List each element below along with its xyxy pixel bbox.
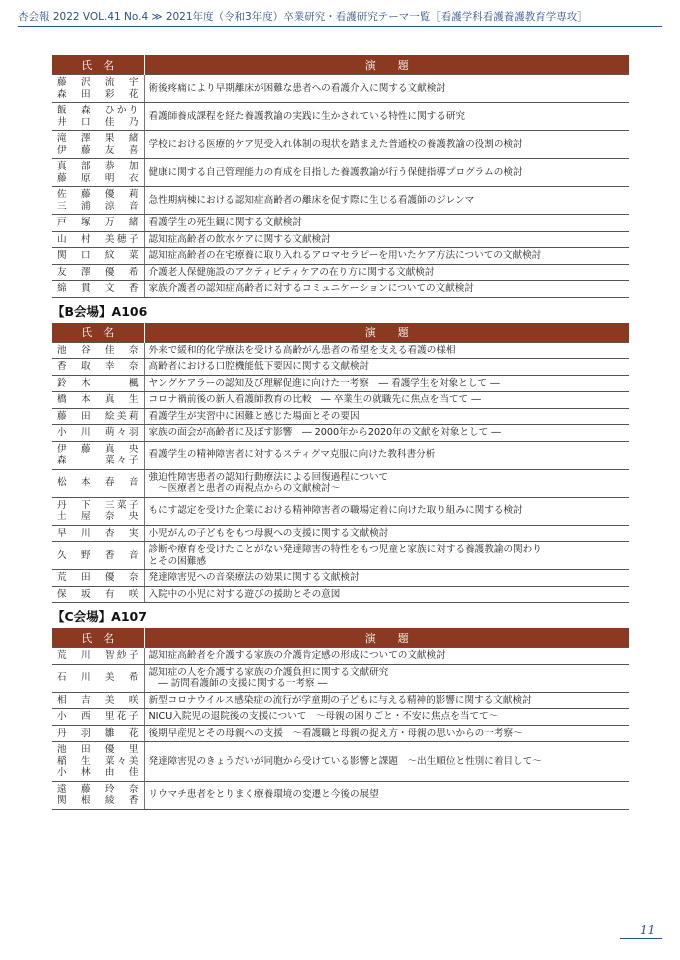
student-name: 真 部 恭 加 — [57, 161, 139, 172]
research-theme — [144, 664, 629, 692]
theme-line: もにす認定を受けた企業における精神障害者の職場定着に向けた取り組みに関する検討 — [148, 505, 523, 517]
running-header: 杏会報 2022 VOL.41 No.4 ≫ 2021年度（令和3年度）卒業研究・看護研究テーマ一覧［看護学科看護養護教育学専攻］ — [18, 11, 588, 23]
student-name: 戸 塚 万 緒 — [57, 217, 139, 228]
student-names — [52, 648, 144, 665]
table-row — [52, 342, 629, 359]
name-column-header: 氏 名 — [52, 323, 144, 343]
research-theme — [144, 497, 629, 525]
session-title: 【C会場】A107 — [52, 609, 147, 624]
table-row — [52, 781, 629, 809]
theme-line: 診断や療育を受けたことがない発達障害の特性をもつ児童と家族に対する養護教諭の関わり — [148, 544, 542, 555]
student-name: 滝 澤 果 緒 — [57, 133, 139, 144]
student-name: 佐 藤 優 莉 — [57, 189, 139, 200]
student-name: 遠 藤 玲 奈 — [57, 783, 139, 795]
student-name: 森 菜々子 — [57, 455, 139, 466]
table-row — [52, 392, 629, 409]
student-name: 小 川 萌々羽 — [57, 427, 139, 438]
student-names — [52, 664, 144, 692]
student-name: 三 浦 涼 音 — [57, 200, 139, 212]
session-section — [52, 301, 629, 604]
student-name: 松 本 春 音 — [57, 477, 139, 489]
table-row — [52, 75, 629, 103]
research-theme — [144, 159, 629, 187]
table-row — [52, 131, 629, 159]
theme-line: 術後疼痛により早期離床が困難な患者への看護介入に関する文献検討 — [148, 82, 446, 94]
student-names — [52, 392, 144, 409]
theme-line: 看護師養成課程を経た養護教諭の実践に生かされている特性に関する研究 — [148, 110, 466, 122]
student-names — [52, 75, 144, 103]
student-names — [52, 103, 144, 131]
table-row — [52, 264, 629, 281]
student-names — [52, 264, 144, 281]
theme-line: 強迫性障害患者の認知行動療法による回復過程について — [148, 471, 389, 483]
table-row — [52, 648, 629, 665]
theme-line: とその困難感 — [148, 555, 207, 567]
table-row — [52, 692, 629, 709]
student-name: 井 口 佳 乃 — [57, 116, 139, 128]
student-names — [52, 408, 144, 425]
student-name: 池 田 優 里 — [57, 744, 139, 755]
table-row — [52, 586, 629, 603]
student-name: 飯 森 ひかり — [57, 105, 139, 116]
student-name: 保 坂 有 咲 — [57, 588, 139, 600]
theme-column-header: 演 題 — [144, 323, 629, 343]
table-row — [52, 497, 629, 525]
table-row — [52, 425, 629, 442]
theme-line: 発達障害児のきょうだいが同胞から受けている影響と課題 〜出生順位と性別に着目して〜 — [148, 755, 542, 767]
table-row — [52, 231, 629, 248]
table-row — [52, 248, 629, 265]
research-theme — [144, 542, 629, 570]
table-row — [52, 359, 629, 376]
theme-column-header: 演 題 — [144, 55, 629, 75]
student-names — [52, 742, 144, 782]
research-theme — [144, 709, 629, 726]
theme-line: 看護学生の死生観に関する文献検討 — [148, 217, 302, 228]
research-theme — [144, 215, 629, 232]
theme-line: 小児がんの子どもをもつ母親への支援に関する文献検討 — [148, 527, 389, 539]
theme-line: 認知症高齢者の飲水ケアに関する文献検討 — [148, 233, 331, 245]
theme-line: コロナ禍前後の新人看護師教育の比較 ― 卒業生の就職先に焦点を当てて ― — [148, 394, 481, 405]
student-name: 相 吉 美 咲 — [57, 694, 139, 706]
student-name: 小 林 由 佳 — [57, 767, 139, 778]
theme-line: ヤングケアラーの認知及び理解促進に向けた一考察 ― 看護学生を対象として ― — [148, 377, 500, 389]
theme-line: 〜医療者と患者の両視点からの文献検討〜 — [148, 483, 341, 494]
student-name: 関 口 紋 菜 — [57, 250, 139, 261]
research-theme — [144, 525, 629, 542]
header-rule — [18, 26, 662, 27]
theme-line: 介護老人保健施設のアクティビティケアの在り方に関する文献検討 — [148, 266, 435, 278]
research-theme — [144, 359, 629, 376]
research-theme — [144, 264, 629, 281]
table-row — [52, 215, 629, 232]
student-names — [52, 570, 144, 587]
theme-line: 後期早産児とその母親への支援 〜看護職と母親の捉え方・母親の思いからの一考察〜 — [148, 727, 523, 739]
research-theme — [144, 425, 629, 442]
student-names — [52, 359, 144, 376]
table-row — [52, 159, 629, 187]
theme-line: 認知症高齢者を介護する家族の介護肯定感の形成についての文献検討 — [148, 650, 446, 661]
student-name: 藤 原 明 衣 — [57, 172, 139, 184]
student-names — [52, 131, 144, 159]
theme-line: 新型コロナウイルス感染症の流行が学童期の子どもに与える精神的影響に関する文献検討 — [148, 694, 532, 706]
research-theme — [144, 392, 629, 409]
theme-table — [52, 628, 629, 810]
research-theme — [144, 725, 629, 742]
student-name: 藤 田 絵美莉 — [57, 410, 139, 422]
research-theme — [144, 231, 629, 248]
research-theme — [144, 586, 629, 603]
research-theme — [144, 375, 629, 392]
table-row — [52, 441, 629, 469]
student-name: 香 取 幸 奈 — [57, 361, 139, 372]
theme-line: 入院中の小児に対する遊びの援助とその意図 — [148, 588, 341, 600]
research-theme — [144, 469, 629, 497]
theme-table — [52, 55, 629, 298]
student-names — [52, 375, 144, 392]
student-names — [52, 709, 144, 726]
student-name: 小 西 里花子 — [57, 711, 139, 722]
page-number-rule — [620, 938, 662, 939]
page-number: 11 — [640, 923, 656, 937]
table-row — [52, 709, 629, 726]
theme-line: 看護学生が実習中に困難と感じた場面とその要因 — [148, 410, 360, 422]
table-header-row — [52, 323, 629, 343]
student-name: 藤 沢 流 宇 — [57, 77, 139, 88]
table-row — [52, 742, 629, 782]
table-row — [52, 375, 629, 392]
theme-line: ― 訪問看護師の支援に関する一考察 ― — [148, 678, 328, 689]
table-row — [52, 525, 629, 542]
student-names — [52, 497, 144, 525]
student-name: 土 屋 奈 央 — [57, 511, 139, 522]
name-column-header: 氏 名 — [52, 628, 144, 648]
research-theme — [144, 248, 629, 265]
student-names — [52, 441, 144, 469]
table-row — [52, 725, 629, 742]
research-theme — [144, 781, 629, 809]
student-name: 荒 田 優 奈 — [57, 572, 139, 583]
theme-column-header: 演 題 — [144, 628, 629, 648]
theme-line: 看護学生の精神障害者に対するスティグマ克服に向けた教科書分析 — [148, 449, 436, 461]
research-theme — [144, 742, 629, 782]
student-names — [52, 342, 144, 359]
research-theme — [144, 692, 629, 709]
research-theme — [144, 441, 629, 469]
research-theme — [144, 570, 629, 587]
theme-line: リウマチ患者をとりまく療養環境の変遷と今後の展望 — [148, 789, 379, 801]
student-names — [52, 425, 144, 442]
theme-line: 急性期病棟における認知症高齢者の離床を促す際に生じる看護師のジレンマ — [148, 194, 475, 206]
student-name: 久 野 香 音 — [57, 549, 139, 561]
student-name: 稲 生 菜々美 — [57, 755, 139, 767]
table-row — [52, 664, 629, 692]
table-row — [52, 542, 629, 570]
table-header-row — [52, 55, 629, 75]
table-row — [52, 281, 629, 298]
student-name: 鈴 木 楓 — [57, 377, 139, 389]
student-name: 関 根 綾 香 — [57, 795, 139, 806]
research-theme — [144, 131, 629, 159]
name-column-header: 氏 名 — [52, 55, 144, 75]
theme-line: 家族の面会が高齢者に及ぼす影響 ― 2000年から2020年の文献を対象として ― — [148, 427, 501, 438]
research-theme — [144, 281, 629, 298]
session-section — [52, 55, 629, 298]
theme-line: NICU入院児の退院後の支援について 〜母親の困りごと・不安に焦点を当てて〜 — [148, 711, 499, 722]
student-name: 橋 本 真 生 — [57, 394, 139, 405]
student-names — [52, 159, 144, 187]
student-name: 丹 羽 雛 花 — [57, 727, 139, 739]
student-names — [52, 248, 144, 265]
table-row — [52, 187, 629, 215]
student-names — [52, 725, 144, 742]
student-names — [52, 187, 144, 215]
research-theme — [144, 648, 629, 665]
student-names — [52, 231, 144, 248]
student-name: 池 谷 佳 奈 — [57, 344, 139, 356]
research-theme — [144, 75, 629, 103]
student-names — [52, 525, 144, 542]
theme-line: 外来で緩和的化学療法を受ける高齢がん患者の希望を支える看護の様相 — [148, 344, 456, 356]
theme-line: 健康に関する自己管理能力の育成を目指した養護教諭が行う保健指導プログラムの検討 — [148, 166, 523, 178]
research-theme — [144, 342, 629, 359]
table-row — [52, 408, 629, 425]
student-name: 伊 藤 真 央 — [57, 443, 139, 455]
student-name: 早 川 杏 実 — [57, 527, 139, 539]
theme-line: 発達障害児への音楽療法の効果に関する文献検討 — [148, 572, 360, 583]
theme-table — [52, 323, 629, 604]
student-name: 友 澤 優 希 — [57, 266, 139, 278]
student-names — [52, 281, 144, 298]
research-theme — [144, 103, 629, 131]
student-name: 伊 藤 友 喜 — [57, 144, 139, 156]
theme-list — [52, 55, 629, 810]
student-names — [52, 215, 144, 232]
theme-line: 高齢者における口腔機能低下要因に関する文献検討 — [148, 361, 370, 372]
table-header-row — [52, 628, 629, 648]
student-name: 森 田 彩 花 — [57, 88, 139, 100]
student-name: 荒 川 智紗子 — [57, 650, 139, 661]
theme-line: 学校における医療的ケア児受入れ体制の現状を踏まえた普通校の養護教諭の役割の検討 — [148, 138, 523, 150]
student-names — [52, 469, 144, 497]
session-title: 【B会場】A106 — [52, 303, 148, 319]
student-names — [52, 542, 144, 570]
student-name: 綿 貫 文 香 — [57, 283, 139, 294]
student-name: 石 川 美 希 — [57, 672, 139, 684]
theme-line: 認知症高齢者の在宅療養に取り入れるアロマセラピーを用いたケア方法についての文献検討 — [148, 250, 542, 261]
table-row — [52, 469, 629, 497]
theme-line: 家族介護者の認知症高齢者に対するコミュニケーションについての文献検討 — [148, 283, 474, 294]
student-names — [52, 781, 144, 809]
student-name: 山 村 美穂子 — [57, 233, 139, 245]
table-row — [52, 103, 629, 131]
student-name: 丹 下 三菜子 — [57, 499, 139, 511]
session-section — [52, 606, 629, 810]
research-theme — [144, 187, 629, 215]
student-names — [52, 586, 144, 603]
table-row — [52, 570, 629, 587]
theme-line: 認知症の人を介護する家族の介護負担に関する文献研究 — [148, 666, 389, 678]
research-theme — [144, 408, 629, 425]
student-names — [52, 692, 144, 709]
